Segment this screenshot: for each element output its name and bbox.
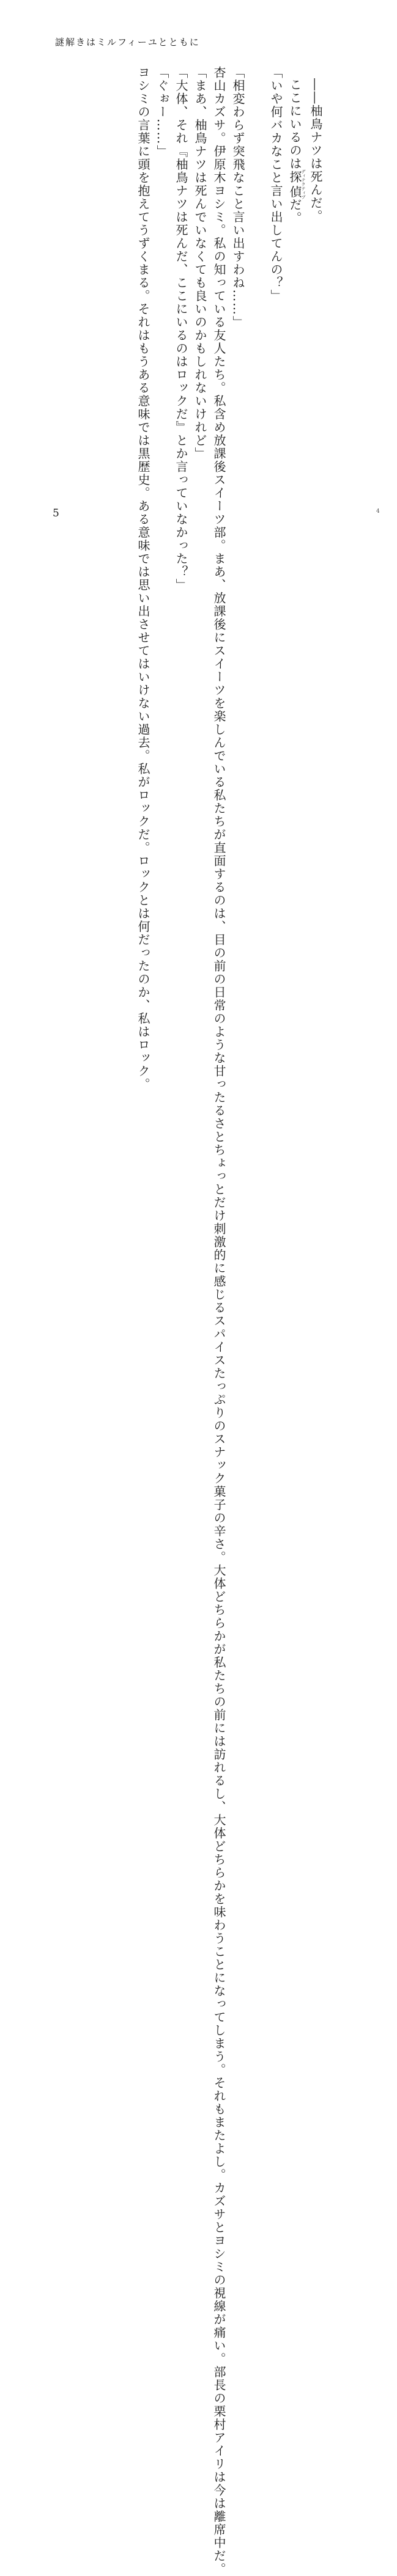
dialogue-paragraph: 「まあ、柚鳥ナツは死んでいなくても良いのかもしれないけれど」	[193, 66, 207, 460]
ruby-reading: ディテクティブ	[301, 169, 306, 199]
narration-paragraph: 杏山カズサ。伊原木ヨシミ。私の知っている友人たち。私含め放課後スイーツ部。まあ、放課後にスイーツを楽しんでいる私たちが直面するのは、目の前の日常のような甘ったるさとちょっとだけ刺激的に感じるスパイスたっぷりのスナック菓子の辛さ。大体どちらかが私たちの前には訪れるし、大体どちらかを味わうことになってしまう。それもまたよし。カズサとヨシミの視線が痛い。部長の栗村アイリは今は離席中だ。	[212, 66, 226, 2576]
dialogue-paragraph: 「ぐぉー……」	[155, 66, 169, 158]
vertical-body-text	[133, 66, 325, 2576]
page-number: 5	[53, 507, 59, 519]
fold-mark: 4	[376, 508, 380, 515]
narration-paragraph: ヨシミの言葉に頭を抱えてうずくまる。それはもうある意味では黒歴史。ある意味では思い出させてはいけない過去。私がロックだ。ロックとは何だったのか、私はロック。	[136, 66, 150, 1091]
detective-ruby	[288, 169, 306, 199]
detective-line-end: だ。	[288, 198, 302, 225]
dialogue-paragraph: 「いや何バカなこと言い出してんの？」	[269, 66, 283, 303]
ruby-base: 探偵	[288, 169, 302, 199]
dialogue-paragraph: 「大体、それ『柚鳥ナツは死んだ、ここにいるのはロックだ』とか言っていなかった？」	[174, 66, 188, 592]
dialogue-paragraph: 「相変わらず突飛なこと言い出すわね……」	[231, 66, 245, 329]
running-header-title: 謎解きはミルフィーユとともに	[55, 37, 200, 48]
opening-line: ――柚鳥ナツは死んだ。	[308, 78, 323, 223]
detective-line-start: ここにいるのは	[288, 78, 302, 171]
detective-line	[285, 78, 306, 506]
